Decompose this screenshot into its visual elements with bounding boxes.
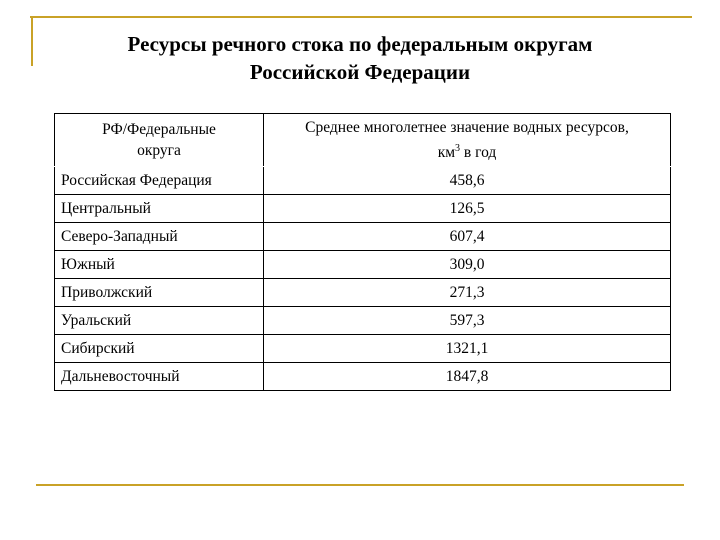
header-unit-superscript: 3 [455,142,461,154]
header-districts-line-2: округа [137,142,181,159]
district-name-cell: Приволжский [55,279,264,307]
district-name-cell: Центральный [55,195,264,223]
header-unit-rest: в год [460,144,497,162]
table-row [55,335,671,363]
left-decorative-line [31,16,33,66]
water-resource-value-cell: 271,3 [264,279,671,307]
table-body [55,167,671,391]
district-name-cell: Российская Федерация [55,167,264,195]
water-resource-value-cell: 597,3 [264,307,671,335]
table-row [55,223,671,251]
water-resource-value-cell: 309,0 [264,251,671,279]
district-name-cell: Сибирский [55,335,264,363]
page-title [40,30,680,86]
district-name-cell: Южный [55,251,264,279]
table-row [55,195,671,223]
river-runoff-table [54,113,671,391]
district-name-cell: Северо-Западный [55,223,264,251]
header-districts-line-1: РФ/Федеральные [102,121,216,138]
bottom-decorative-line [36,484,684,486]
table-header-row [55,114,671,167]
table-row [55,363,671,391]
page-title-line-2: Российской Федерации [249,60,471,84]
page-title-line-1: Ресурсы речного стока по федеральным округам [127,32,593,56]
header-unit-base: км [437,144,456,162]
top-decorative-line [30,16,692,18]
district-name-cell: Дальневосточный [55,363,264,391]
table-row [55,279,671,307]
water-resource-value-cell: 1847,8 [264,363,671,391]
district-name-cell: Уральский [55,307,264,335]
table-row [55,167,671,195]
header-water-resources [264,114,671,167]
header-water-resources-line-1: Среднее многолетнее значение водных ресурсов, [305,118,629,136]
water-resource-value-cell: 607,4 [264,223,671,251]
header-districts [55,114,264,167]
water-resource-value-cell: 1321,1 [264,335,671,363]
water-resource-value-cell: 126,5 [264,195,671,223]
table-row [55,251,671,279]
water-resource-value-cell: 458,6 [264,167,671,195]
table-row [55,307,671,335]
